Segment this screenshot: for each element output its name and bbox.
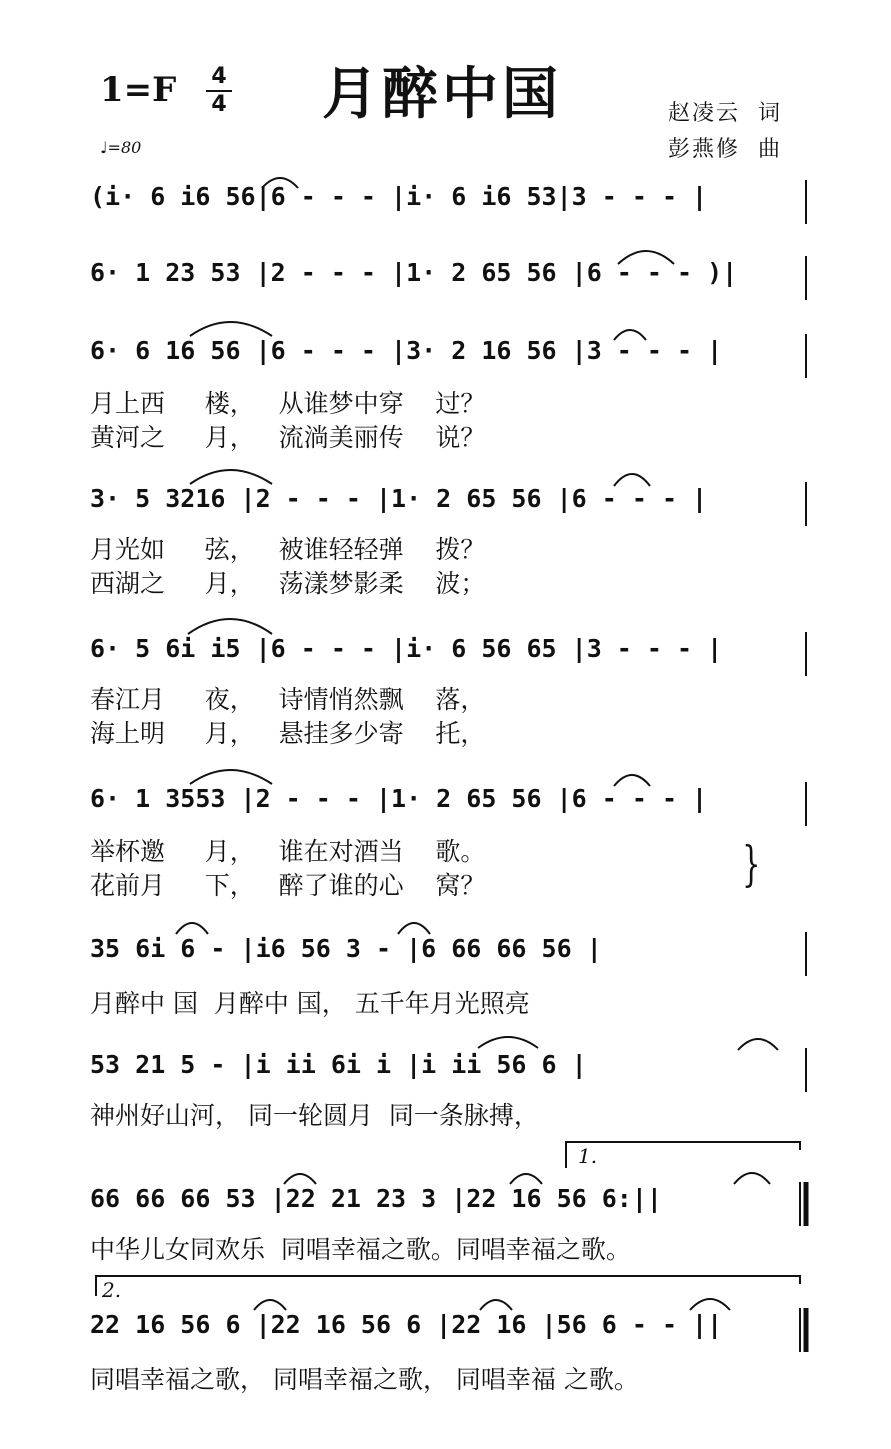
second-ending-bracket (96, 1276, 800, 1296)
system-3-lyric-2: 黄河之 月， 流淌美丽传 说？ (90, 423, 486, 452)
slur-mark (614, 330, 646, 340)
first-ending-label: 1. (578, 1144, 598, 1168)
tempo-marking: ♩=80 (100, 138, 142, 157)
slur-mark (480, 1300, 512, 1310)
system-6-lyric-1: 举杯邀 月， 谁在对酒当 歌。 (90, 837, 486, 866)
time-signature-bottom: 4 (211, 92, 227, 117)
composer-credit: 彭燕修 曲 (668, 137, 782, 162)
slur-mark (618, 251, 674, 264)
system-3-lyric-1: 月上西 楼， 从谁梦中穿 过？ (90, 389, 486, 418)
system-3-notes: 6· 6 16 56 |6 - - - |3· 2 16 56 |3 - - - | (90, 336, 723, 365)
lyricist-credit: 赵凌云 词 (668, 101, 782, 126)
system-1-notes: (i· 6 i6 56|6 - - - |i· 6 i6 53|3 - - - | (90, 182, 708, 211)
slur-mark (738, 1039, 778, 1050)
key-signature: 1=F (100, 70, 177, 110)
slur-mark (510, 1174, 542, 1184)
song-title: 月醉中国 (322, 62, 562, 127)
slur-mark (190, 770, 272, 784)
system-9-notes: 66 66 66 53 |22 21 23 3 |22 16 56 6:|| (90, 1184, 662, 1213)
system-5-notes: 6· 5 6i i5 |6 - - - |i· 6 56 65 |3 - - - | (90, 634, 723, 663)
slur-mark (478, 1037, 538, 1048)
slur-mark (690, 1299, 730, 1310)
slur-mark (188, 619, 272, 634)
system-10-lyric-1: 同唱幸福之歌， 同唱幸福之歌， 同唱幸福 之歌。 (90, 1365, 639, 1394)
slur-mark (176, 923, 208, 934)
system-8-notes: 53 21 5 - |i ii 6i i |i ii 56 6 | (90, 1050, 587, 1079)
slur-mark (284, 1174, 316, 1184)
system-6-lyric-2: 花前月 下， 醉了谁的心 窝？ (90, 871, 486, 900)
system-4-notes: 3· 5 3216 |2 - - - |1· 2 65 56 |6 - - - | (90, 484, 708, 513)
time-signature-top: 4 (211, 64, 227, 89)
slur-mark (734, 1173, 770, 1184)
system-7-notes: 35 6i 6 - |i6 56 3 - |6 66 66 56 | (90, 934, 602, 963)
slur-mark (190, 322, 272, 336)
slur-mark (254, 1300, 286, 1310)
second-ending-label: 2. (102, 1278, 122, 1302)
system-5-lyric-1: 春江月 夜， 诗情悄然飘 落， (90, 685, 486, 714)
system-9-lyric-1: 中华儿女同欢乐 同唱幸福之歌。同唱幸福之歌。 (90, 1235, 631, 1264)
slur-mark (262, 178, 298, 188)
system-7-lyric-1: 月醉中 国 月醉中 国， 五千年月光照亮 (90, 989, 530, 1018)
system-2-notes: 6· 1 23 53 |2 - - - |1· 2 65 56 |6 - - - )| (90, 258, 738, 287)
first-ending-bracket (566, 1142, 800, 1168)
system-6-notes: 6· 1 3553 |2 - - - |1· 2 65 56 |6 - - - | (90, 784, 708, 813)
system-10-notes: 22 16 56 6 |22 16 56 6 |22 16 |56 6 - - || (90, 1310, 723, 1339)
system-5-lyric-2: 海上明 月， 悬挂多少寄 托， (90, 719, 486, 748)
system-4-lyric-2: 西湖之 月， 荡漾梦影柔 波； (90, 569, 486, 598)
verse-brace: } (742, 836, 761, 892)
slur-mark (614, 474, 650, 486)
slur-mark (398, 923, 430, 934)
system-8-lyric-1: 神州好山河， 同一轮圆月 同一条脉搏， (90, 1101, 539, 1130)
slur-mark (614, 775, 650, 786)
slur-mark (190, 470, 272, 484)
system-4-lyric-1: 月光如 弦， 被谁轻轻弹 拨？ (90, 535, 486, 564)
